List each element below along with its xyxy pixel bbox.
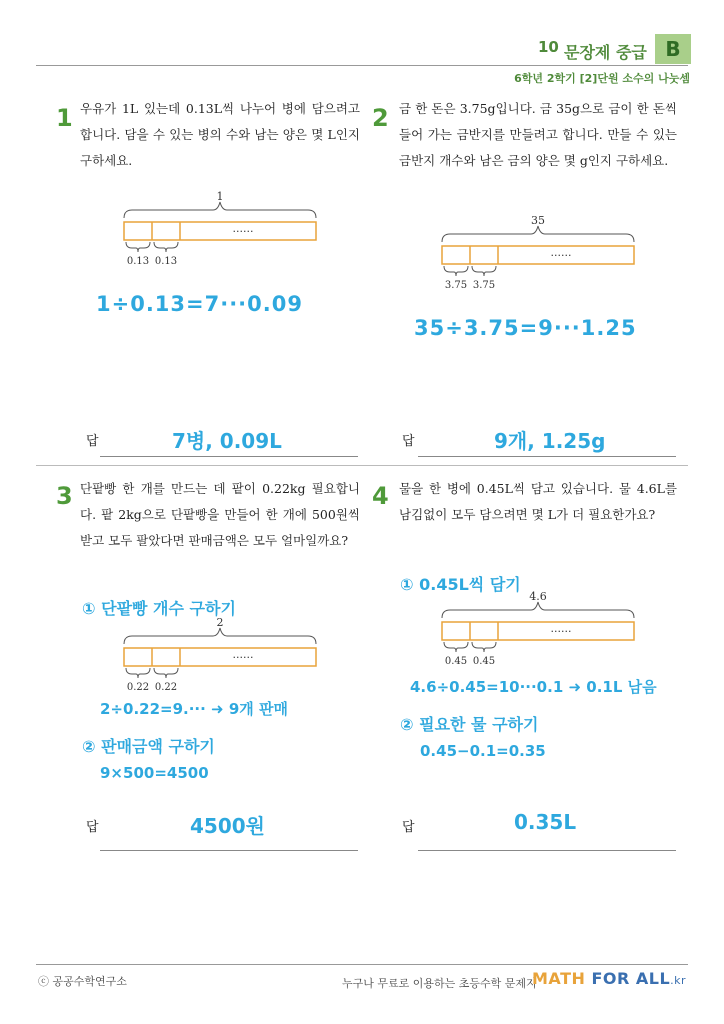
problem-1-diagram [118,190,318,270]
logo-for-all: FOR ALL [591,969,671,988]
logo-math: MATH [532,969,592,988]
bar-whole [442,246,634,264]
problem-1-number: 1 [56,104,73,132]
problem-4-answer: 0.35L [514,810,577,834]
header-rule [36,65,688,66]
total-brace [124,628,316,644]
part-label-1: 0.13 [126,256,150,267]
worksheet-number: 10 [538,38,559,56]
problem-3-text: 단팥빵 한 개를 만드는 데 팥이 0.22kg 필요합니다. 팥 2kg으로 단팥빵을 만들어 한 개에 500원씩 받고 모두 팔았다면 판매금액은 모두 얼마일까요? [80,481,360,548]
level-badge: B [655,34,691,64]
problem-4-answer-line [418,850,676,851]
bar-whole [124,222,316,240]
total-brace [442,226,634,242]
part-label-1: 0.45 [444,656,468,667]
part-label-2: 0.22 [154,682,178,693]
footer-rule [36,964,688,965]
bar-dots: ······ [232,225,254,238]
problem-1-answer-line [100,456,358,457]
footer-logo [532,969,686,988]
total-brace [124,202,316,218]
part-label-2: 0.13 [154,256,178,267]
bar-dots: ······ [550,249,572,262]
problem-1-answer: 7병, 0.09L [172,429,282,453]
problem-3-diagram [118,616,318,696]
problem-4-work2: 0.45−0.1=0.35 [420,742,546,760]
problem-3-answer: 4500원 [190,814,265,838]
problem-1-text: 우유가 1L 있는데 0.13L씩 나누어 병에 담으려고 합니다. 담을 수 있는 병의 수와 남는 양은 몇 L인지 구하세요. [80,101,360,168]
footer-copyright: ⓒ 공공수학연구소 [38,975,127,988]
problem-2-diagram [436,214,636,294]
problem-2-answer: 9개, 1.25g [494,429,606,453]
problem-2-answer-label: 답 [402,434,415,449]
part-label-1: 0.22 [126,682,150,693]
problem-2-work: 35÷3.75=9···1.25 [414,316,637,340]
problem-2-number: 2 [372,104,389,132]
total-label: 2 [216,616,224,629]
problem-3-work2: 9×500=4500 [100,764,209,782]
problem-4-step1: ① 0.45L씩 담기 [400,575,521,594]
bar-whole [442,622,634,640]
problem-3-answer-line [100,850,358,851]
bar-whole [124,648,316,666]
problem-4-answer-label: 답 [402,820,415,835]
problem-3-number: 3 [56,482,73,510]
part-label-2: 0.45 [472,656,496,667]
problem-3-work1: 2÷0.22=9.··· ➜ 9개 판매 [100,700,288,718]
part-label-1: 3.75 [444,280,468,291]
bar-dots: ······ [232,651,254,664]
footer-tagline: 누구나 무료로 이용하는 초등수학 문제지 [342,977,537,990]
problem-2-answer-line [418,456,676,457]
part-label-2: 3.75 [472,280,496,291]
problem-4-text: 물을 한 병에 0.45L씩 담고 있습니다. 물 4.6L를 남김없이 모두 담으려면 몇 L가 더 필요한가요? [399,481,677,522]
worksheet-title: 문장제 중급 [564,43,647,62]
problem-3-answer-label: 답 [86,820,99,835]
total-label: 35 [531,214,545,227]
problem-4-step2: ② 필요한 물 구하기 [400,715,539,734]
problem-1-answer-label: 답 [86,434,99,449]
problem-2-text: 금 한 돈은 3.75g입니다. 금 35g으로 금이 한 돈씩 들어 가는 금반지를 만들려고 합니다. 만들 수 있는 금반지 개수와 남은 금의 양은 몇 g인지 구하세요. [399,101,677,168]
bar-dots: ······ [550,625,572,638]
problem-4-work1: 4.6÷0.45=10···0.1 ➜ 0.1L 남음 [410,678,657,696]
logo-kr: .kr [670,974,687,987]
row-divider [36,465,688,466]
problem-3-step2: ② 판매금액 구하기 [82,737,215,756]
problem-3-step1: ① 단팥빵 개수 구하기 [82,599,236,618]
total-brace [442,602,634,618]
worksheet-subtitle: 6학년 2학기 [2]단원 소수의 나눗셈 [514,72,690,85]
total-label: 1 [216,190,224,203]
problem-4-diagram [436,590,636,670]
problem-1-work: 1÷0.13=7···0.09 [96,292,303,316]
total-label: 4.6 [529,590,547,603]
problem-4-number: 4 [372,482,389,510]
